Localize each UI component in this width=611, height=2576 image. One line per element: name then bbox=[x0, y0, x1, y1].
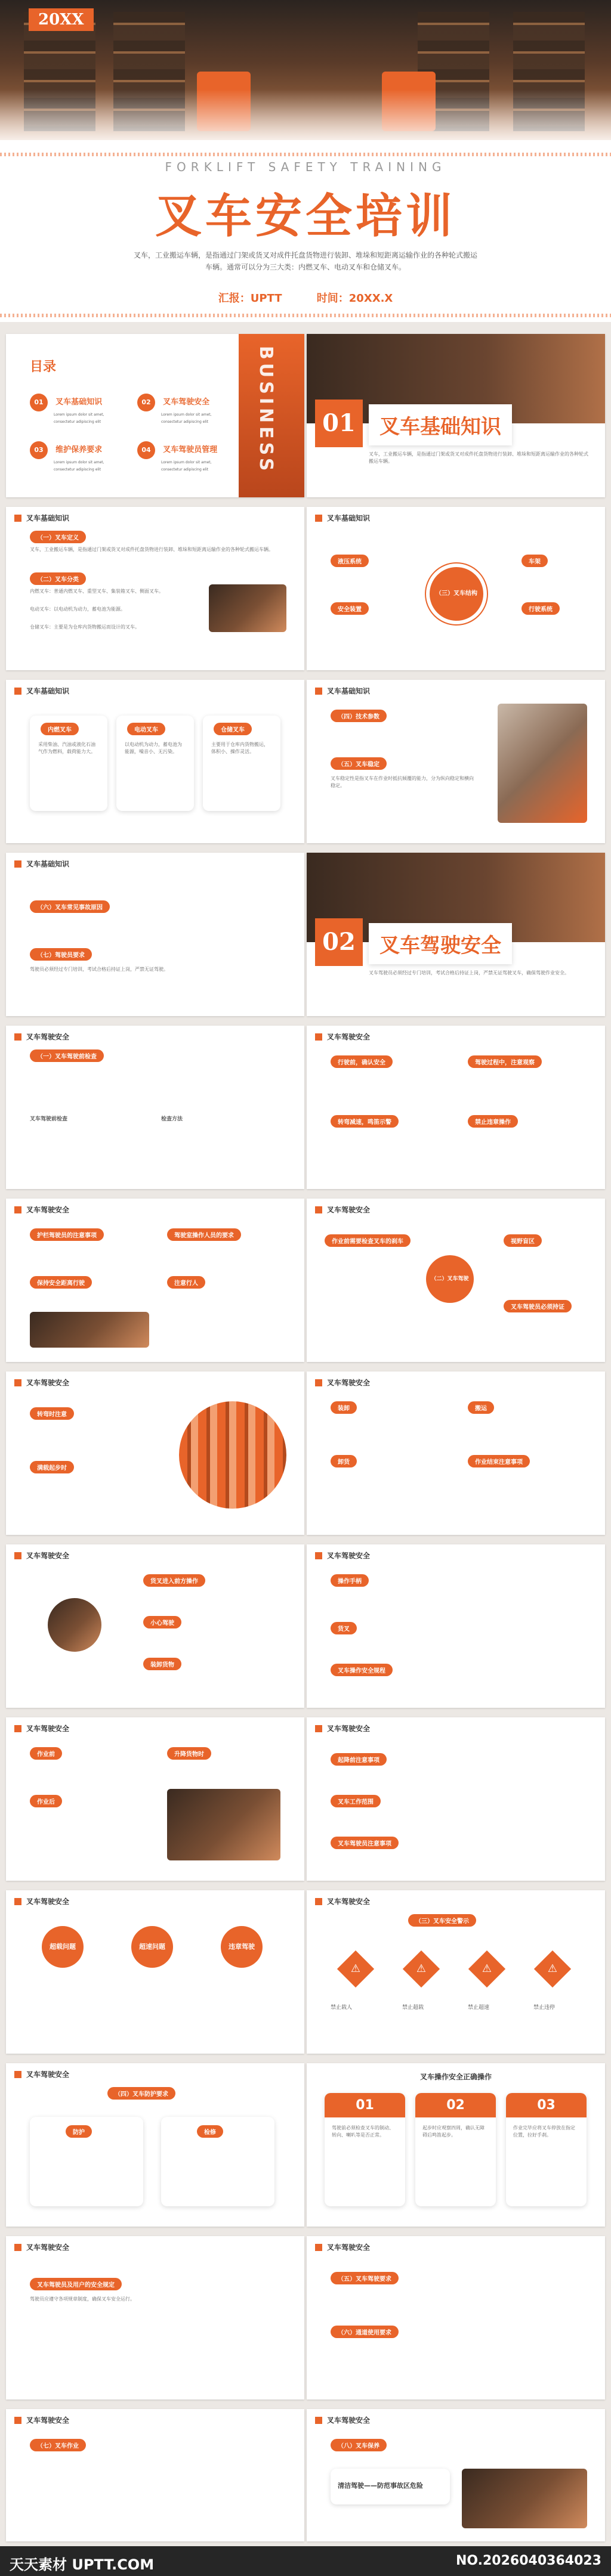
pill: （三）叉车安全警示 bbox=[408, 1914, 476, 1927]
section2-slide bbox=[307, 853, 605, 1016]
warehouse-photo bbox=[167, 1789, 280, 1860]
text: 叉车稳定性是指叉车在作业时抵抗倾覆的能力，分为纵向稳定和横向稳定。 bbox=[331, 776, 474, 788]
slide-header: 叉车驾驶安全 bbox=[315, 1032, 370, 1042]
pill: （六）叉车常见事故原因 bbox=[30, 900, 110, 913]
section-desc: 叉车驾驶员必须经过专门培训，考试合格后持证上岗，严禁无证驾驶叉车，确保驾驶作业安全。 bbox=[369, 970, 569, 976]
year-badge: 20XX bbox=[29, 8, 94, 31]
pill: 转弯减速，鸣笛示警 bbox=[331, 1115, 399, 1128]
section-title: 叉车驾驶安全 bbox=[369, 923, 512, 964]
slide-20 bbox=[307, 1890, 605, 2054]
slide-title: 叉车操作安全正确操作 bbox=[419, 2073, 492, 2081]
worker-photo bbox=[498, 704, 587, 823]
main-title: 叉车安全培训 bbox=[155, 189, 456, 243]
time: 时间：20XX.X bbox=[316, 292, 393, 305]
slide-13 bbox=[6, 1371, 304, 1535]
toc-slide bbox=[6, 334, 304, 497]
toc-item-2[interactable]: 02 叉车驾驶安全 Lorem ipsum dolor sit amet, consectetur adipiscing elit bbox=[137, 394, 233, 426]
slide-header: 叉车基础知识 bbox=[315, 513, 370, 523]
pill: 起降前注意事项 bbox=[331, 1753, 387, 1766]
text: 驾驶员应遵守各项规章制度，确保叉车安全运行。 bbox=[30, 2296, 135, 2302]
pill: （五）叉车驾驶要求 bbox=[331, 2272, 399, 2284]
label: 禁止违停 bbox=[533, 2005, 556, 2011]
pill: 视野盲区 bbox=[504, 1234, 542, 1247]
pill: 行驶系统 bbox=[521, 602, 560, 615]
pill: 装卸 bbox=[331, 1401, 357, 1414]
toc-item-4[interactable]: 04 叉车驾驶员管理 Lorem ipsum dolor sit amet, consectetur adipiscing elit bbox=[137, 441, 233, 473]
slide-23 bbox=[6, 2236, 304, 2399]
warning-icon: ⚠ bbox=[534, 1950, 571, 1987]
pill: （二）叉车分类 bbox=[30, 572, 86, 585]
slide-18 bbox=[307, 1717, 605, 1881]
slide-header: 叉车驾驶安全 bbox=[315, 1896, 370, 1906]
pill: 作业结束注意事项 bbox=[468, 1455, 530, 1467]
slide-4 bbox=[307, 507, 605, 670]
pill: 叉车操作安全规程 bbox=[331, 1664, 393, 1676]
warehouse-photo bbox=[30, 1312, 149, 1348]
card: 电动叉车 以电动机为动力，蓄电池为能源，噪音小、无污染。 bbox=[116, 716, 194, 811]
slide-11 bbox=[6, 1199, 304, 1362]
card: 内燃叉车 采用柴油、汽油或液化石油气作为燃料，载荷能力大。 bbox=[30, 716, 107, 811]
pill: 注意行人 bbox=[167, 1276, 205, 1289]
slide-3 bbox=[6, 507, 304, 670]
pill: 卸货 bbox=[331, 1455, 357, 1467]
pill: （八）叉车保养 bbox=[331, 2439, 387, 2451]
slide-header: 叉车驾驶安全 bbox=[14, 1032, 69, 1042]
pill: 货叉 bbox=[331, 1622, 357, 1634]
pill: 作业前需要检查叉车的刹车 bbox=[325, 1234, 411, 1247]
pill: （一）叉车驾驶前检查 bbox=[30, 1049, 104, 1062]
center-circle: （二）叉车驾驶 bbox=[426, 1255, 474, 1303]
pill: （七）叉车作业 bbox=[30, 2439, 86, 2451]
pill: （四）技术参数 bbox=[331, 710, 387, 722]
pill: 安全装置 bbox=[331, 602, 369, 615]
slide-header: 叉车基础知识 bbox=[14, 513, 69, 523]
warning-icon: ⚠ bbox=[337, 1950, 374, 1987]
label: 禁止超速 bbox=[468, 2005, 490, 2011]
site-name: 天天素材 UPTT.COM bbox=[10, 2556, 155, 2573]
list-item: 电动叉车：以电动机为动力，蓄电池为能源。 bbox=[30, 606, 125, 612]
pill: 装卸货物 bbox=[143, 1658, 181, 1670]
slide-header: 叉车基础知识 bbox=[14, 859, 69, 869]
pill: 货叉进入前方操作 bbox=[143, 1574, 205, 1587]
slide-header: 叉车驾驶安全 bbox=[315, 1550, 370, 1561]
list-item: 内燃叉车：普通内燃叉车、重型叉车、集装箱叉车、侧面叉车。 bbox=[30, 589, 163, 594]
pill: 小心驾驶 bbox=[143, 1616, 181, 1628]
cover-slide bbox=[0, 0, 611, 322]
slide-header: 叉车基础知识 bbox=[315, 686, 370, 696]
center-circle: （三）叉车结构 bbox=[426, 564, 487, 624]
cover-meta bbox=[0, 290, 611, 305]
section-title: 叉车基础知识 bbox=[369, 404, 512, 445]
pill: 转弯时注意 bbox=[30, 1407, 74, 1420]
pill: 驾驶过程中，注意观察 bbox=[468, 1055, 542, 1068]
circle-label: 超速问题 bbox=[131, 1926, 173, 1968]
toc-title: 目录 bbox=[30, 360, 57, 374]
pill: （一）叉车定义 bbox=[30, 531, 86, 543]
label: 禁止载人 bbox=[331, 2005, 353, 2011]
toc-vertical-label: BUSINESS bbox=[255, 346, 276, 475]
section-desc: 叉车，工业搬运车辆，是指通过门架或货叉对成件托盘货物进行装卸、堆垛和短距离运输作业的各种轮式搬运车辆。 bbox=[369, 451, 588, 464]
slide-15 bbox=[6, 1544, 304, 1708]
pill: （六）通道使用要求 bbox=[331, 2326, 399, 2338]
slide-22 bbox=[307, 2063, 605, 2227]
slide-19 bbox=[6, 1890, 304, 2054]
pill: 叉车驾驶员注意事项 bbox=[331, 1837, 399, 1849]
pill: 作业前 bbox=[30, 1747, 62, 1760]
pill: 禁止违章操作 bbox=[468, 1115, 518, 1128]
warning-icon: ⚠ bbox=[403, 1950, 440, 1987]
pill: （五）叉车稳定 bbox=[331, 757, 387, 770]
card: 防护 bbox=[30, 2117, 143, 2206]
pill: 升降货物时 bbox=[167, 1747, 211, 1760]
card: 03 作业完毕应将叉车停放在指定位置，拉好手刹。 bbox=[506, 2093, 587, 2206]
pill: 作业后 bbox=[30, 1795, 62, 1807]
slide-16 bbox=[307, 1544, 605, 1708]
slide-6 bbox=[307, 680, 605, 843]
toc-item-3[interactable]: 03 维护保养要求 Lorem ipsum dolor sit amet, consectetur adipiscing elit bbox=[30, 441, 125, 473]
slide-header: 叉车驾驶安全 bbox=[315, 1377, 370, 1388]
pill: 叉车驾驶员及用户的安全规定 bbox=[30, 2278, 122, 2290]
card: 01 驾驶前必须检查叉车的制动、转向、喇叭等是否正常。 bbox=[325, 2093, 405, 2206]
label-card: 清洁驾驶——防范事故区危险 bbox=[331, 2469, 450, 2504]
slide-header: 叉车驾驶安全 bbox=[315, 2415, 370, 2425]
slide-header: 叉车驾驶安全 bbox=[14, 2242, 69, 2252]
slide-header: 叉车驾驶安全 bbox=[14, 2415, 69, 2425]
slide-5 bbox=[6, 680, 304, 843]
section-number: 01 bbox=[315, 400, 363, 447]
slide-21 bbox=[6, 2063, 304, 2227]
section-number: 02 bbox=[315, 918, 363, 966]
slide-header: 叉车驾驶安全 bbox=[14, 1550, 69, 1561]
slide-10 bbox=[307, 1026, 605, 1189]
slide-header: 叉车驾驶安全 bbox=[315, 1205, 370, 1215]
toc-item-1[interactable]: 01 叉车基础知识 Lorem ipsum dolor sit amet, consectetur adipiscing elit bbox=[30, 394, 125, 426]
watermark-footer bbox=[0, 2546, 611, 2576]
slide-header: 叉车驾驶安全 bbox=[14, 1723, 69, 1733]
text: 叉车，工业搬运车辆，是指通过门架或货叉对成件托盘货物进行装卸、堆垛和短距离运输作业的各种轮式搬运车辆。 bbox=[30, 547, 273, 552]
slide-header: 叉车驾驶安全 bbox=[315, 1723, 370, 1733]
item-number: NO.2026040364023 bbox=[456, 2553, 601, 2568]
slide-header: 叉车驾驶安全 bbox=[14, 1377, 69, 1388]
slide-header: 叉车驾驶安全 bbox=[14, 1205, 69, 1215]
slide-7 bbox=[6, 853, 304, 1016]
pill: 车架 bbox=[521, 555, 548, 567]
label: 检查方法 bbox=[161, 1116, 183, 1122]
pill: 行驶前，确认安全 bbox=[331, 1055, 393, 1068]
slide-header: 叉车驾驶安全 bbox=[315, 2242, 370, 2252]
card: 02 起步时应观察四周，确认无障碍后鸣笛起步。 bbox=[415, 2093, 496, 2206]
pill: （七）驾驶员要求 bbox=[30, 948, 92, 961]
slide-9 bbox=[6, 1026, 304, 1189]
pill: 护栏驾驶员的注意事项 bbox=[30, 1228, 104, 1241]
pill: 满载起步时 bbox=[30, 1461, 74, 1473]
warning-icon: ⚠ bbox=[468, 1950, 505, 1987]
pill: 驾驶室操作人员的要求 bbox=[167, 1228, 241, 1241]
forklift-photo bbox=[462, 2469, 587, 2528]
card: 检修 bbox=[161, 2117, 274, 2206]
circle-label: 违章驾驶 bbox=[221, 1926, 263, 1968]
slide-header: 叉车驾驶安全 bbox=[14, 2069, 69, 2079]
pill: 搬运 bbox=[468, 1401, 494, 1414]
pill: 叉车工作范围 bbox=[331, 1795, 381, 1807]
card: 仓储叉车 主要用于仓库内货物搬运，体积小、操作灵活。 bbox=[203, 716, 280, 811]
pill: （四）叉车防护要求 bbox=[107, 2087, 175, 2100]
circle-label: 超载问题 bbox=[42, 1926, 84, 1968]
slide-12 bbox=[307, 1199, 605, 1362]
slide-header: 叉车驾驶安全 bbox=[14, 1896, 69, 1906]
pill: 操作手柄 bbox=[331, 1574, 369, 1587]
label: 禁止超载 bbox=[402, 2005, 424, 2011]
slide-25 bbox=[6, 2409, 304, 2541]
forklift-photo bbox=[209, 584, 286, 632]
round-photo bbox=[48, 1598, 101, 1652]
pill: 保持安全距离行驶 bbox=[30, 1276, 92, 1289]
slide-17 bbox=[6, 1717, 304, 1881]
label: 叉车驾驶前检查 bbox=[30, 1116, 68, 1122]
list-item: 仓储叉车：主要是为仓库内货物搬运而设计的叉车。 bbox=[30, 624, 140, 630]
slide-header: 叉车基础知识 bbox=[14, 686, 69, 696]
pill: 叉车驾驶员必须持证 bbox=[504, 1300, 572, 1312]
slide-14 bbox=[307, 1371, 605, 1535]
text: 驾驶员必须经过专门培训，考试合格后持证上岗，严禁无证驾驶。 bbox=[30, 967, 168, 972]
english-title: FORKLIFT SAFETY TRAINING bbox=[165, 160, 446, 174]
slide-26 bbox=[307, 2409, 605, 2541]
cover-description: 叉车，工业搬运车辆，是指通过门架或货叉对成件托盘货物进行装卸、堆垛和短距离运输作业的各种轮式搬运车辆。通常可以分为三大类：内燃叉车、电动叉车和仓储叉车。 bbox=[133, 251, 477, 271]
pill: 液压系统 bbox=[331, 555, 369, 567]
shelf-photo bbox=[179, 1401, 286, 1509]
section1-slide bbox=[307, 334, 605, 497]
presenter: 汇报：UPTT bbox=[218, 292, 282, 305]
slide-24 bbox=[307, 2236, 605, 2399]
